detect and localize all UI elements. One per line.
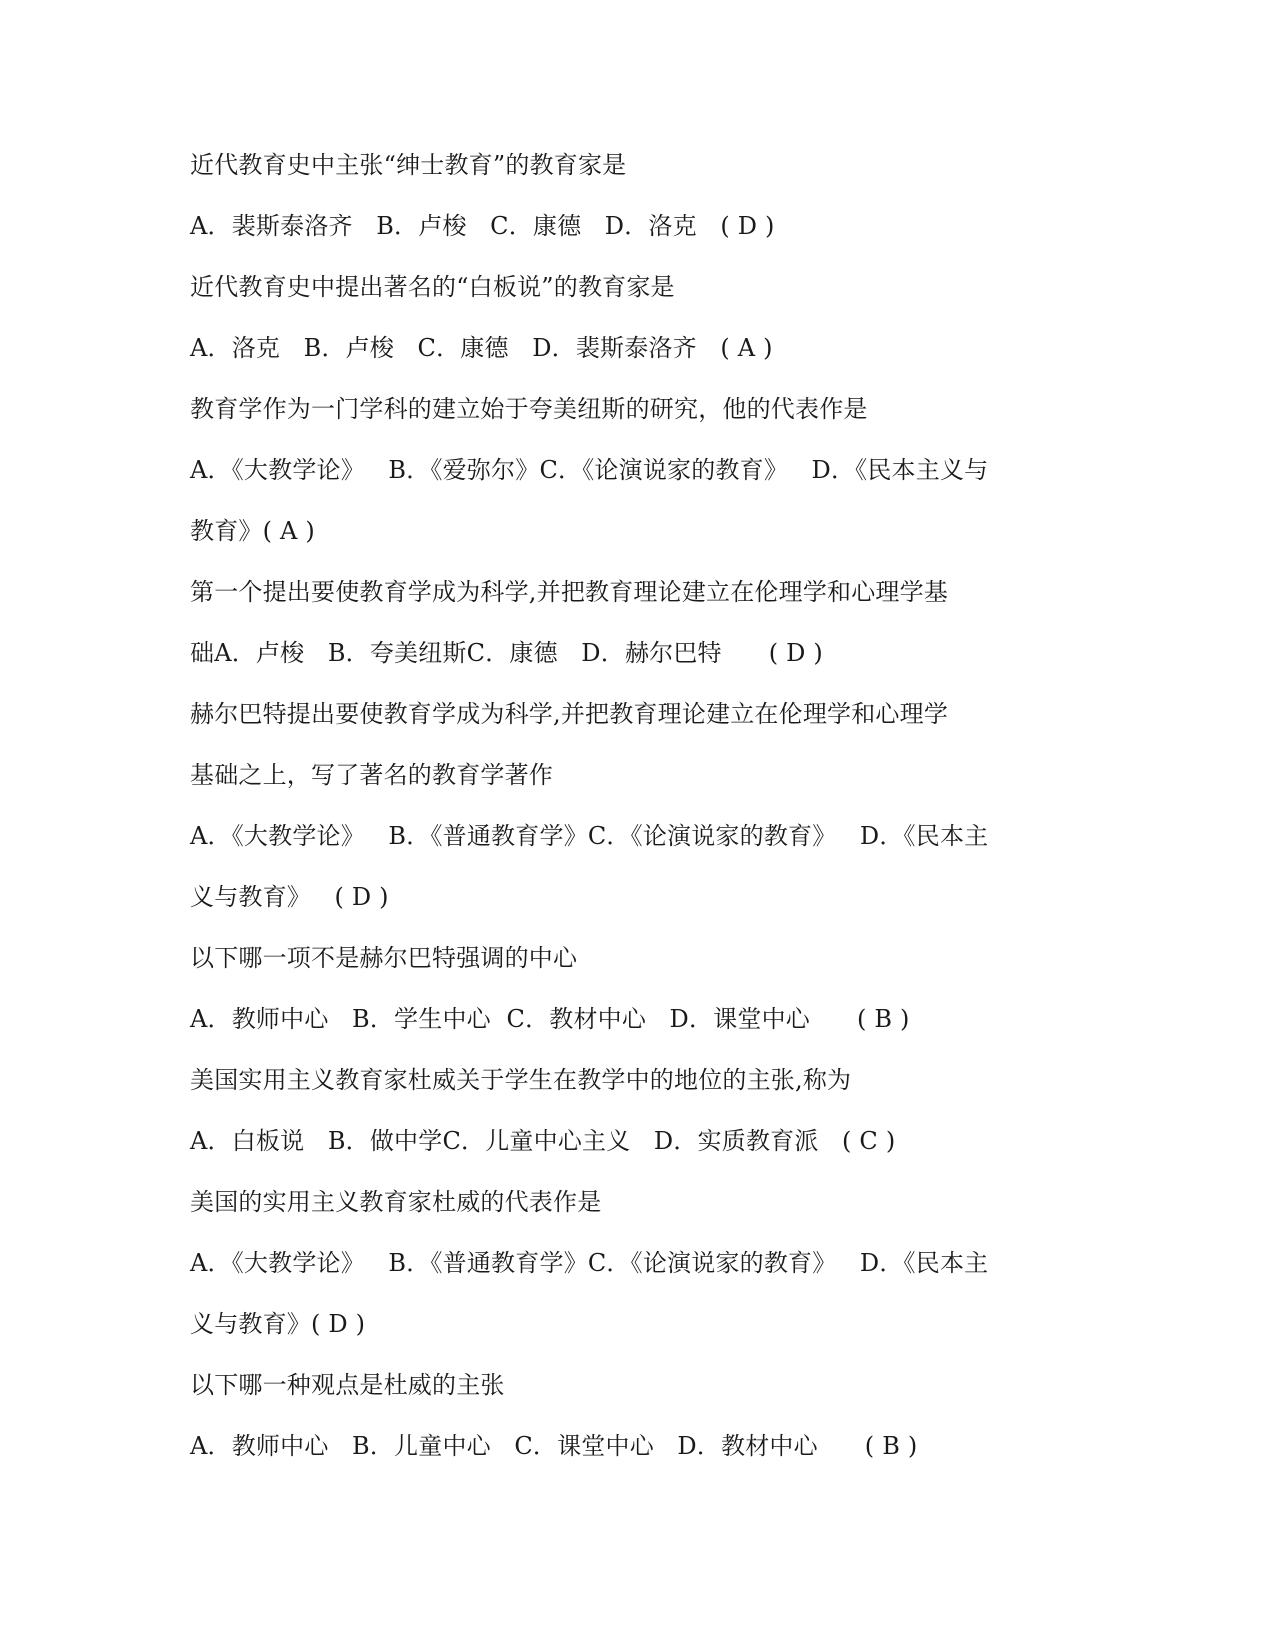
question-text: 赫尔巴特提出要使教育学成为科学,并把教育理论建立在伦理学和心理学 bbox=[190, 700, 949, 728]
question-text: 以下哪一项不是赫尔巴特强调的中心 bbox=[190, 944, 578, 972]
question-text: 第一个提出要使教育学成为科学,并把教育理论建立在伦理学和心理学基 bbox=[190, 578, 949, 606]
question-text: 美国实用主义教育家杜威关于学生在教学中的地位的主张,称为 bbox=[190, 1066, 852, 1094]
question-text-continued: 基础之上，写了著名的教育学著作 bbox=[190, 761, 553, 789]
answer-options: A．《大教学论》 B．《普通教育学》C．《论演说家的教育》 D．《民本主 bbox=[190, 822, 989, 850]
answer-options-continued: 义与教育》 ( D ) bbox=[190, 883, 389, 911]
answer-options: A．裴斯泰洛齐 B．卢梭 C．康德 D．洛克 ( D ) bbox=[190, 212, 775, 240]
question-text: 以下哪一种观点是杜威的主张 bbox=[190, 1371, 505, 1399]
answer-options-continued: 教育》( A ) bbox=[190, 517, 315, 545]
document-body bbox=[190, 143, 1070, 1485]
question-text: 教育学作为一门学科的建立始于夸美纽斯的研究，他的代表作是 bbox=[190, 395, 868, 423]
question-text: 近代教育史中主张“绅士教育”的教育家是 bbox=[190, 151, 627, 179]
answer-options: A．白板说 B．做中学C．儿童中心主义 D．实质教育派 ( C ) bbox=[190, 1127, 896, 1155]
answer-options: A．《大教学论》 B．《普通教育学》C．《论演说家的教育》 D．《民本主 bbox=[190, 1249, 989, 1277]
answer-options: A．教师中心 B．学生中心 C．教材中心 D．课堂中心 ( B ) bbox=[190, 1005, 910, 1033]
answer-options: A．洛克 B．卢梭 C．康德 D．裴斯泰洛齐 ( A ) bbox=[190, 334, 773, 362]
answer-options: A．《大教学论》 B．《爱弥尔》C．《论演说家的教育》 D．《民本主义与 bbox=[190, 456, 989, 484]
question-text: 美国的实用主义教育家杜威的代表作是 bbox=[190, 1188, 602, 1216]
question-text: 近代教育史中提出著名的“白板说”的教育家是 bbox=[190, 273, 675, 301]
answer-options-continued: 义与教育》( D ) bbox=[190, 1310, 366, 1338]
answer-options: A．教师中心 B．儿童中心 C．课堂中心 D．教材中心 ( B ) bbox=[190, 1432, 918, 1460]
answer-options: 础A．卢梭 B．夸美纽斯C．康德 D．赫尔巴特 ( D ) bbox=[190, 639, 823, 667]
